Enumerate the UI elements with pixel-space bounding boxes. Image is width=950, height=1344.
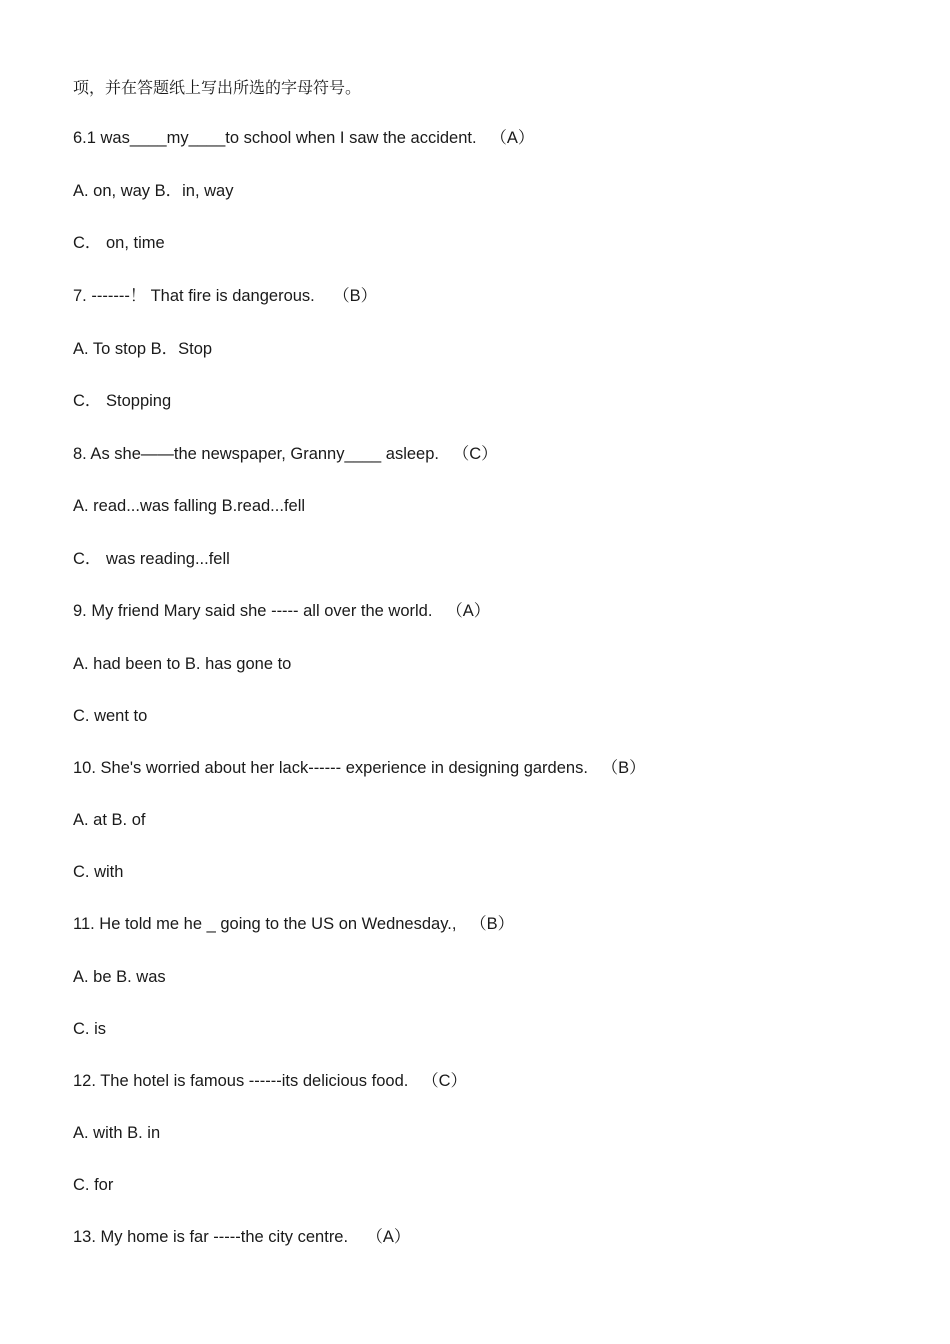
question-7-option-c: C． Stopping [73, 392, 172, 410]
question-10-option-c: C. with [73, 863, 124, 881]
question-13-stem: 13. My home is far -----the city centre. （A） [73, 1228, 411, 1246]
intro-text: 项，并在答题纸上写出所选的字母符号。 [73, 78, 362, 97]
question-9-option-c: C. went to [73, 707, 148, 725]
question-12-stem: 12. The hotel is famous ------its delicious food. （C） [73, 1072, 468, 1090]
question-8-option-ab: A. read...was falling B.read...fell [73, 497, 306, 515]
question-7-option-ab: A. To stop B．Stop [73, 340, 213, 358]
question-8-option-c: C． was reading...fell [73, 550, 230, 568]
question-11-option-ab: A. be B. was [73, 968, 166, 986]
question-11-stem: 11. He told me he _ going to the US on Wednesday., （B） [73, 915, 515, 933]
question-10-option-ab: A. at B. of [73, 811, 146, 829]
question-12-option-ab: A. with B. in [73, 1124, 161, 1142]
question-9-option-ab: A. had been to B. has gone to [73, 655, 292, 673]
question-7-stem: 7. -------！ That fire is dangerous. （B） [73, 287, 378, 305]
question-10-stem: 10. She's worried about her lack------ experience in designing gardens. （B） [73, 759, 646, 777]
question-11-option-c: C. is [73, 1020, 106, 1038]
question-6-option-c: C． on, time [73, 234, 165, 252]
question-6-option-ab: A. on, way B．in, way [73, 182, 234, 200]
question-6-stem: 6.1 was____my____to school when I saw the accident. （A） [73, 129, 535, 147]
question-12-option-c: C. for [73, 1176, 114, 1194]
question-8-stem: 8. As she——the newspaper, Granny____ asleep. （C） [73, 445, 498, 463]
question-9-stem: 9. My friend Mary said she ----- all over the world. （A） [73, 602, 491, 620]
